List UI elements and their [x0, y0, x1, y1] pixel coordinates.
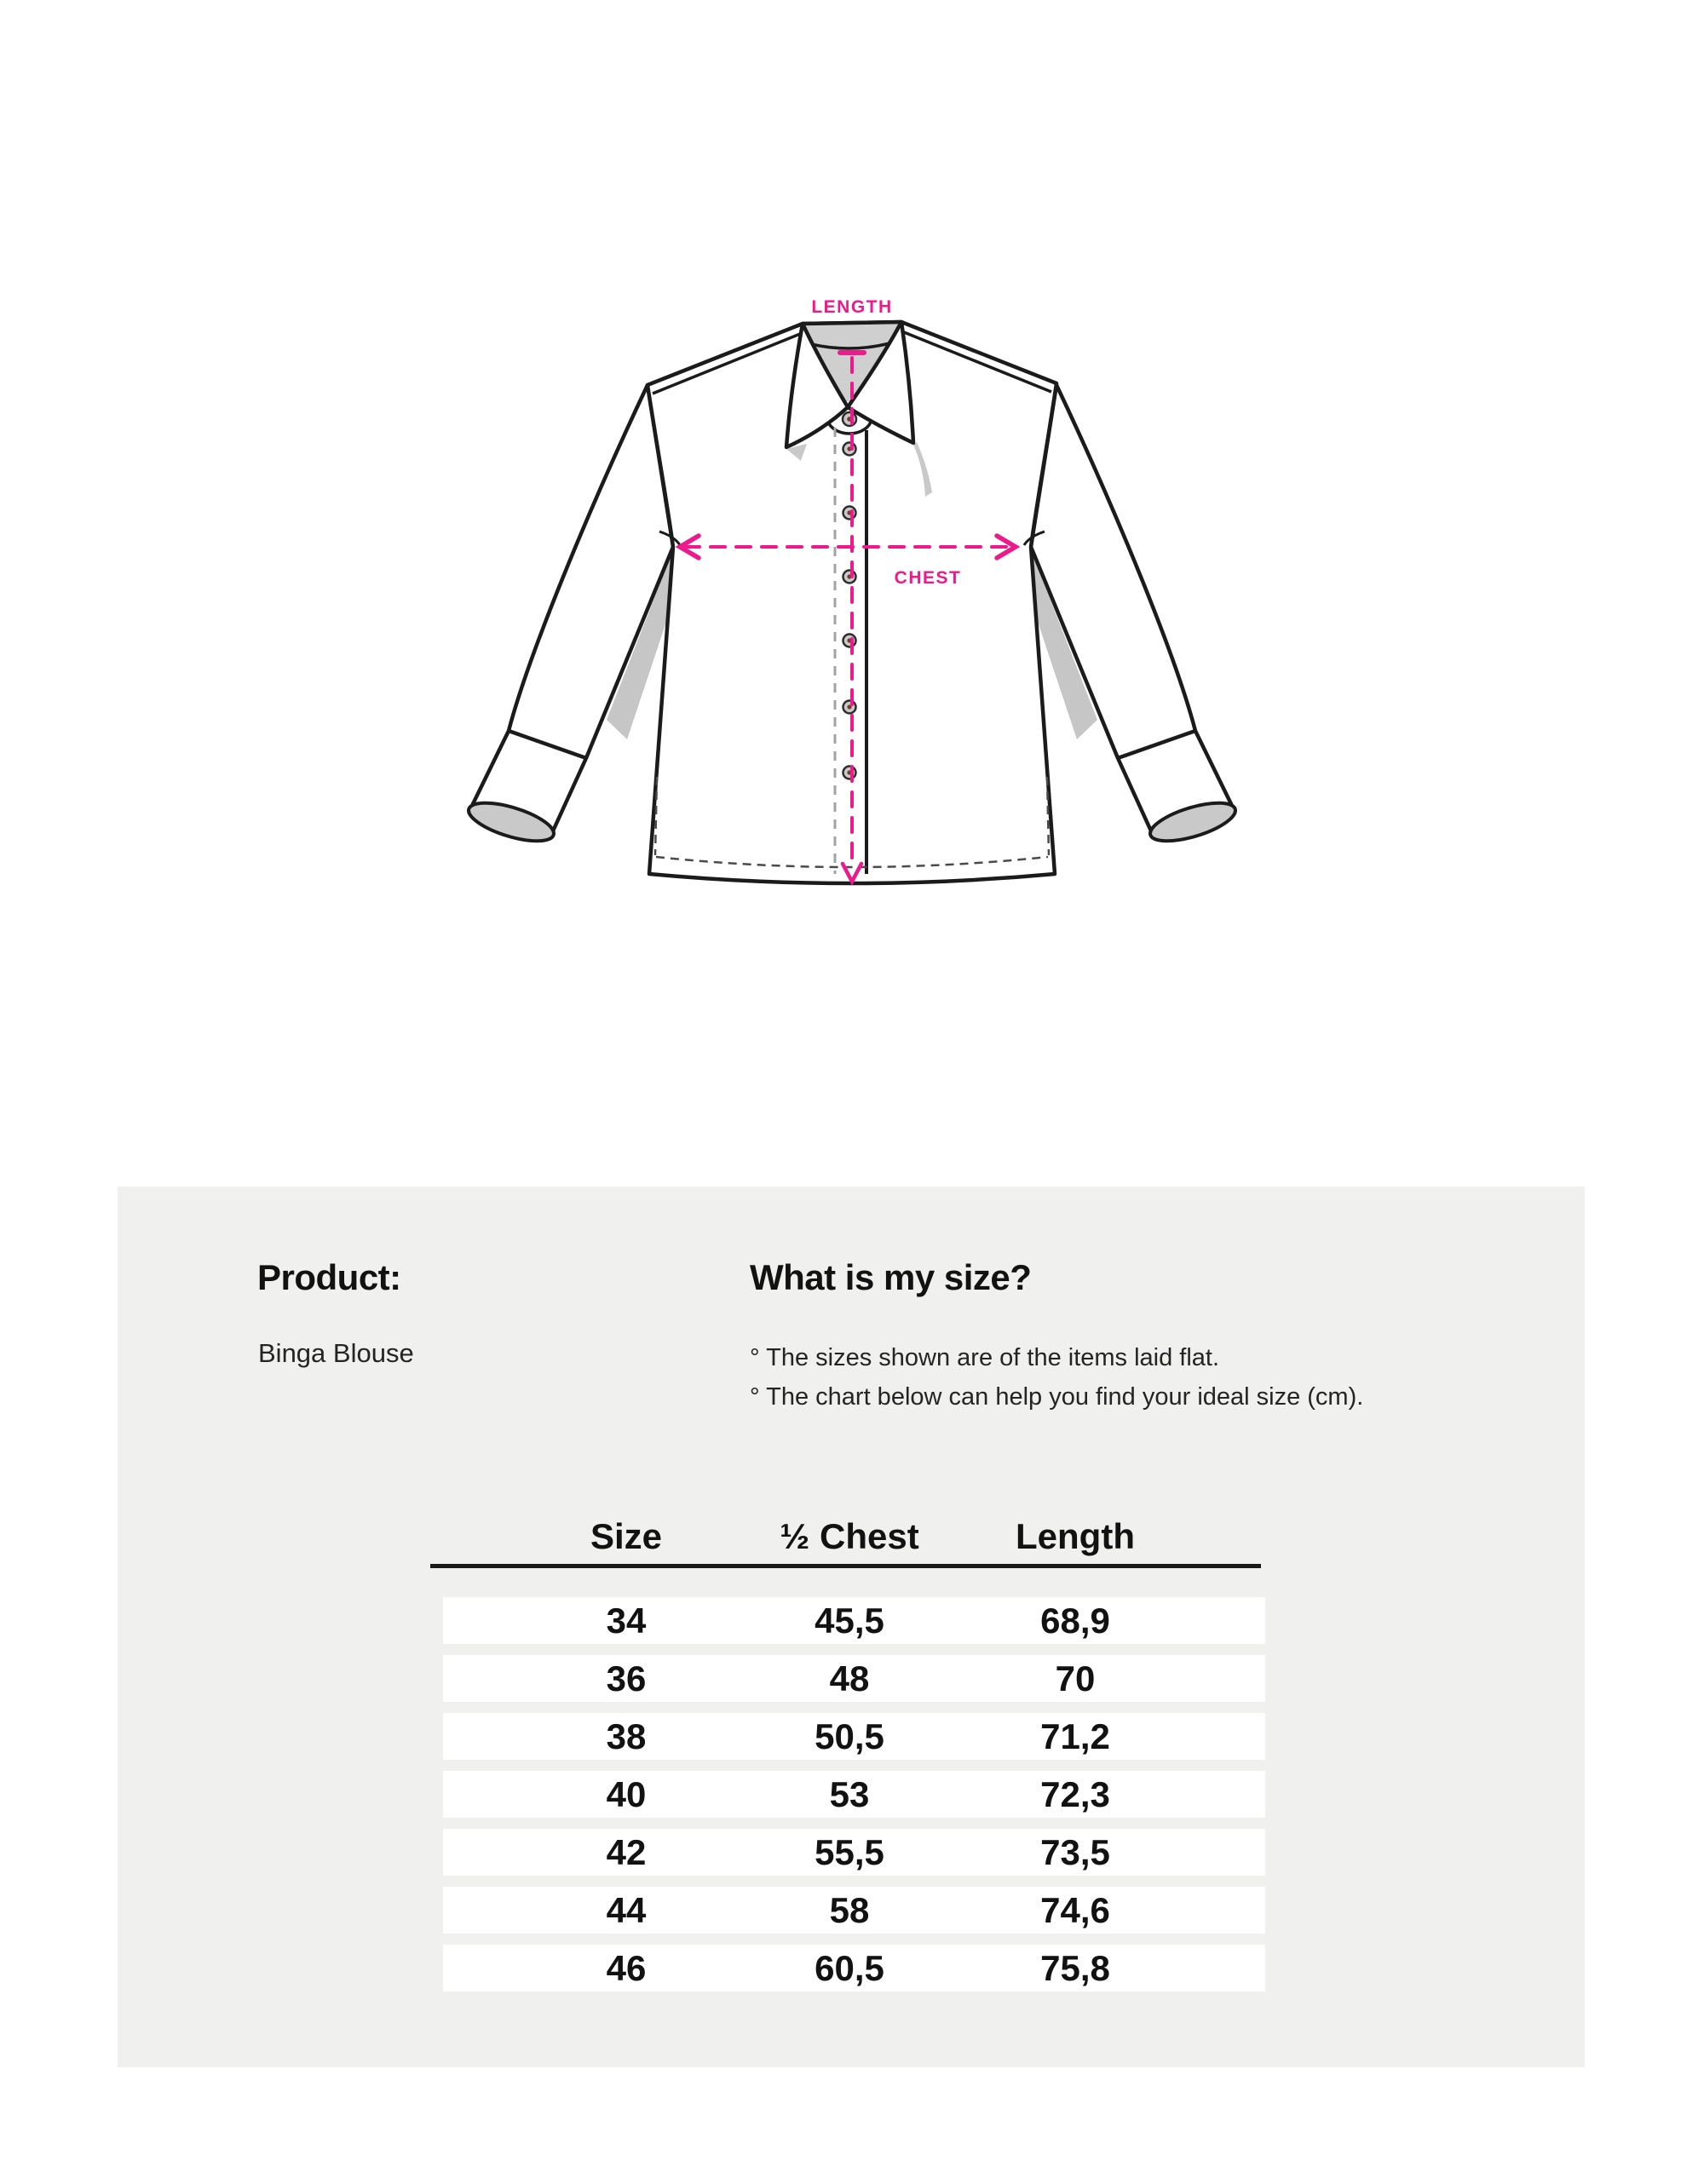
table-row: [443, 1597, 1265, 1644]
size-table-body: [430, 1597, 1265, 1991]
cell-length: 75,8: [1040, 1948, 1110, 1988]
cell-chest: 45,5: [815, 1601, 884, 1641]
table-row: [443, 1655, 1265, 1702]
chest-label: CHEST: [894, 568, 962, 588]
cell-size: 40: [606, 1774, 647, 1814]
column-header-size: Size: [590, 1516, 663, 1556]
button: [843, 507, 856, 520]
cell-length: 73,5: [1040, 1832, 1110, 1872]
cell-size: 34: [606, 1601, 647, 1641]
cell-length: 71,2: [1040, 1716, 1110, 1756]
cell-chest: 48: [829, 1658, 870, 1698]
column-header-length: Length: [1016, 1516, 1135, 1556]
product-name: Binga Blouse: [258, 1338, 414, 1368]
cell-chest: 60,5: [815, 1948, 884, 1988]
cell-size: 38: [606, 1716, 647, 1756]
cell-length: 70: [1055, 1658, 1096, 1698]
cell-chest: 58: [829, 1890, 870, 1930]
cell-size: 46: [606, 1948, 647, 1988]
length-label: LENGTH: [811, 297, 893, 317]
table-row: [443, 1945, 1265, 1991]
cell-length: 72,3: [1040, 1774, 1110, 1814]
table-row: [443, 1713, 1265, 1760]
cell-size: 44: [606, 1890, 647, 1930]
cell-length: 74,6: [1040, 1890, 1110, 1930]
cell-size: 42: [606, 1832, 647, 1872]
size-note: ° The sizes shown are of the items laid flat.: [750, 1344, 1220, 1371]
button: [843, 701, 856, 714]
size-guide-panel: [118, 1187, 1585, 2067]
size-note: ° The chart below can help you find your ideal size (cm).: [750, 1383, 1364, 1411]
button: [843, 635, 856, 647]
button: [843, 767, 856, 779]
size-help-notes: [750, 1338, 1363, 1417]
size-table: [430, 1514, 1265, 2003]
column-header-chest: ½ Chest: [780, 1516, 919, 1556]
table-row: [443, 1887, 1265, 1934]
button: [843, 412, 856, 426]
table-row: [443, 1771, 1265, 1818]
table-row: [443, 1829, 1265, 1876]
size-help-heading: What is my size?: [750, 1257, 1032, 1297]
button: [843, 443, 856, 456]
size-table-header: [430, 1514, 1265, 1564]
button: [843, 571, 856, 583]
collar-top-line: [803, 322, 901, 324]
cell-chest: 55,5: [815, 1832, 884, 1872]
cell-chest: 50,5: [815, 1716, 884, 1756]
sleeve-right: [1031, 385, 1234, 835]
cell-size: 36: [606, 1658, 647, 1698]
blouse-flat-drawing: [460, 290, 1244, 903]
product-heading: Product:: [257, 1257, 401, 1297]
sleeve-left: [470, 385, 673, 835]
header-rule: [430, 1564, 1261, 1568]
cell-length: 68,9: [1040, 1601, 1110, 1641]
cell-chest: 53: [829, 1774, 870, 1814]
